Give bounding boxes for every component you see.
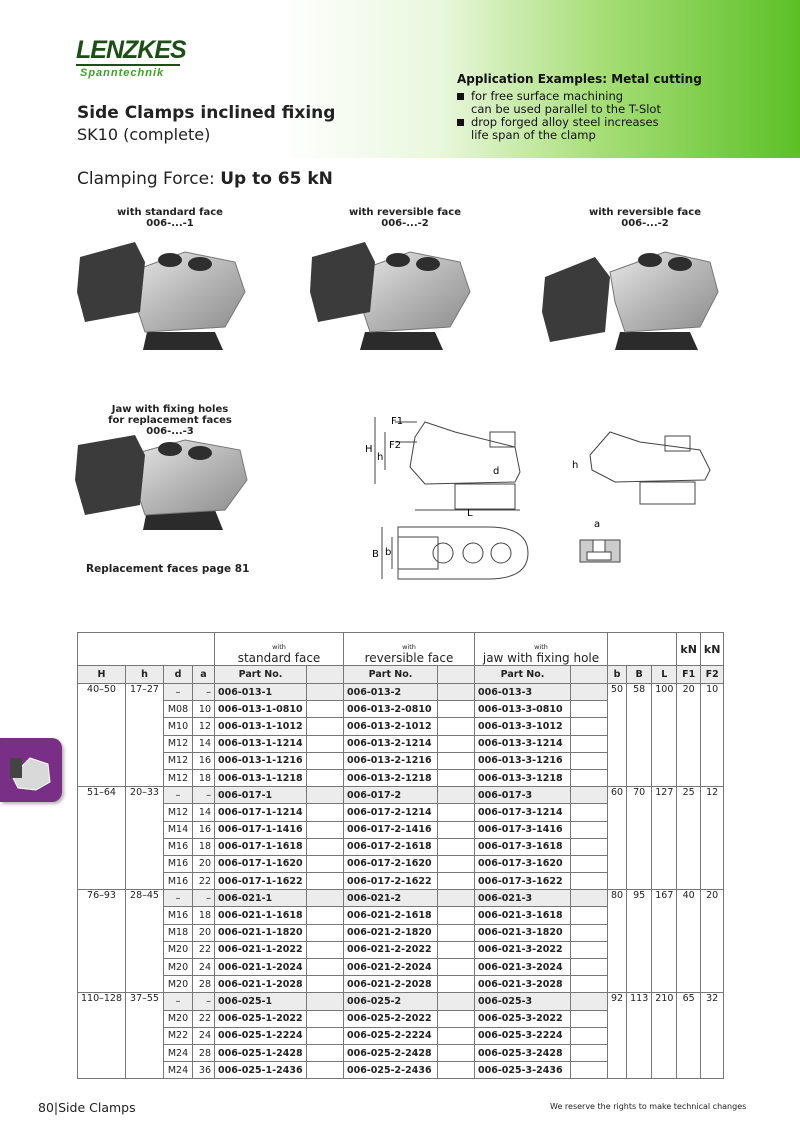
cell-part-jaw: 006-021-3-1618 — [475, 907, 571, 924]
cell-part-standard: 006-017-1-1620 — [215, 855, 307, 872]
cell-L: 127 — [652, 787, 677, 890]
cell-part-jaw: 006-021-3 — [475, 890, 571, 907]
label-f2: F2 — [389, 440, 402, 451]
cell-part-jaw: 006-017-3-1416 — [475, 821, 571, 838]
cell-a: 22 — [193, 941, 215, 958]
cell-d: M20 — [164, 976, 193, 993]
cell-part-standard: 006-017-1 — [215, 787, 307, 804]
specification-table — [77, 632, 724, 1079]
photo-caption-reversible-2: with reversible face 006-...-2 — [588, 207, 702, 229]
replacement-faces-note: Replacement faces page 81 — [86, 563, 250, 575]
label-a: a — [594, 519, 601, 530]
company-logo — [76, 37, 186, 79]
cell-part-reversible: 006-013-2-1012 — [344, 718, 438, 735]
cell-H: 110–128 — [78, 993, 126, 1079]
cell-part-reversible: 006-013-2-1218 — [344, 769, 438, 786]
tslot-drawing — [575, 515, 625, 565]
cell-a: 18 — [193, 838, 215, 855]
cell-part-jaw: 006-017-3-1620 — [475, 855, 571, 872]
cell-part-standard: 006-025-1-2436 — [215, 1062, 307, 1079]
cell-part-standard: 006-013-1-0810 — [215, 701, 307, 718]
clamp-photo-jaw — [75, 435, 255, 565]
cell-h: 17–27 — [126, 684, 164, 787]
cell-part-jaw: 006-013-3-0810 — [475, 701, 571, 718]
cell-h: 37–55 — [126, 993, 164, 1079]
cell-d: M22 — [164, 1027, 193, 1044]
cell-part-standard: 006-017-1-1214 — [215, 804, 307, 821]
cell-d: M20 — [164, 959, 193, 976]
label-H: H — [365, 444, 373, 455]
cell-a: 12 — [193, 718, 215, 735]
cell-d: M20 — [164, 941, 193, 958]
cell-part-jaw: 006-017-3-1214 — [475, 804, 571, 821]
cell-F1: 65 — [677, 993, 701, 1079]
cell-part-reversible: 006-013-2 — [344, 684, 438, 701]
cell-B: 95 — [627, 890, 652, 993]
group-standard-face: with standard face — [215, 633, 344, 666]
clamp-photo-reversible — [310, 232, 490, 362]
cell-part-reversible: 006-017-2-1622 — [344, 873, 438, 890]
cell-h: 20–33 — [126, 787, 164, 890]
cell-L: 100 — [652, 684, 677, 787]
cell-d: M16 — [164, 838, 193, 855]
cell-a: 14 — [193, 735, 215, 752]
cell-part-reversible: 006-017-2-1618 — [344, 838, 438, 855]
cell-part-jaw: 006-021-3-2024 — [475, 959, 571, 976]
cell-part-standard: 006-017-1-1416 — [215, 821, 307, 838]
cell-part-reversible: 006-021-2-1820 — [344, 924, 438, 941]
cell-a: 18 — [193, 907, 215, 924]
cell-part-standard: 006-013-1-1214 — [215, 735, 307, 752]
cell-part-standard: 006-017-1-1622 — [215, 873, 307, 890]
cell-d: M12 — [164, 769, 193, 786]
cell-h: 28–45 — [126, 890, 164, 993]
cell-b: 60 — [608, 787, 627, 890]
label-b: b — [385, 547, 392, 558]
cell-part-standard: 006-021-1-2024 — [215, 959, 307, 976]
cell-part-standard: 006-021-1-1618 — [215, 907, 307, 924]
footer-section: Side Clamps — [58, 1100, 136, 1115]
cell-a: 14 — [193, 804, 215, 821]
cell-part-jaw: 006-013-3-1012 — [475, 718, 571, 735]
cell-part-reversible: 006-025-2-2224 — [344, 1027, 438, 1044]
cell-L: 167 — [652, 890, 677, 993]
cell-part-standard: 006-013-1 — [215, 684, 307, 701]
cell-F2: 20 — [700, 890, 724, 993]
page-title: Side Clamps inclined fixing — [77, 103, 336, 123]
column-headers: H h d a Part No. Part No. Part No. b B L F1 F2 — [78, 666, 724, 684]
cell-part-jaw: 006-025-3 — [475, 993, 571, 1010]
cell-part-reversible: 006-013-2-1214 — [344, 735, 438, 752]
cell-a: 20 — [193, 855, 215, 872]
side-view-drawing-2 — [570, 420, 740, 510]
cell-F2: 32 — [700, 993, 724, 1079]
cell-d: – — [164, 787, 193, 804]
cell-part-reversible: 006-013-2-1216 — [344, 752, 438, 769]
cell-part-reversible: 006-025-2 — [344, 993, 438, 1010]
section-tab[interactable] — [0, 738, 62, 802]
cell-part-reversible: 006-021-2-1618 — [344, 907, 438, 924]
cell-part-reversible: 006-017-2 — [344, 787, 438, 804]
cell-a: 10 — [193, 701, 215, 718]
footer-disclaimer: We reserve the rights to make technical changes — [550, 1102, 747, 1111]
photo-caption-reversible: with reversible face 006-...-2 — [348, 207, 462, 229]
cell-d: M12 — [164, 735, 193, 752]
application-examples — [457, 72, 757, 142]
photo-caption-standard: with standard face 006-...-1 — [117, 207, 223, 229]
cell-d: M20 — [164, 1010, 193, 1027]
cell-d: M12 — [164, 752, 193, 769]
cell-part-reversible: 006-025-2-2436 — [344, 1062, 438, 1079]
cell-a: 20 — [193, 924, 215, 941]
cell-part-standard: 006-025-1-2224 — [215, 1027, 307, 1044]
cell-L: 210 — [652, 993, 677, 1079]
cell-B: 58 — [627, 684, 652, 787]
cell-d: M16 — [164, 855, 193, 872]
cell-part-jaw: 006-025-3-2224 — [475, 1027, 571, 1044]
logo-wordmark: LENZKES — [76, 36, 186, 64]
cell-d: M10 — [164, 718, 193, 735]
cell-a: 24 — [193, 959, 215, 976]
unit-kn: kN — [677, 633, 701, 666]
table-row — [78, 684, 724, 701]
cell-a: – — [193, 993, 215, 1010]
application-item: drop forged alloy steel increases life span of the clamp — [457, 116, 757, 142]
cell-a: – — [193, 890, 215, 907]
cell-d: M12 — [164, 804, 193, 821]
cell-part-reversible: 006-017-2-1416 — [344, 821, 438, 838]
cell-part-standard: 006-025-1-2022 — [215, 1010, 307, 1027]
cell-part-jaw: 006-021-3-1820 — [475, 924, 571, 941]
cell-a: 16 — [193, 752, 215, 769]
cell-d: M14 — [164, 821, 193, 838]
label-d: d — [493, 466, 500, 477]
group-reversible-face: with reversible face — [344, 633, 475, 666]
cell-a: 28 — [193, 1044, 215, 1061]
cell-H: 51–64 — [78, 787, 126, 890]
cell-part-jaw: 006-013-3 — [475, 684, 571, 701]
application-item: for free surface machining can be used parallel to the T-Slot — [457, 90, 757, 116]
cell-b: 80 — [608, 890, 627, 993]
label-L: L — [467, 508, 473, 517]
cell-d: M18 — [164, 924, 193, 941]
cell-part-jaw: 006-021-3-2028 — [475, 976, 571, 993]
cell-part-standard: 006-021-1 — [215, 890, 307, 907]
cell-H: 40–50 — [78, 684, 126, 787]
cell-part-reversible: 006-021-2-2022 — [344, 941, 438, 958]
cell-part-reversible: 006-017-2-1620 — [344, 855, 438, 872]
clamp-icon — [0, 738, 62, 802]
group-jaw: with jaw with fixing hole — [475, 633, 608, 666]
table-row — [78, 890, 724, 907]
cell-part-jaw: 006-017-3-1618 — [475, 838, 571, 855]
logo-subtitle: Spanntechnik — [80, 67, 165, 79]
cell-a: 24 — [193, 1027, 215, 1044]
cell-part-standard: 006-021-1-2028 — [215, 976, 307, 993]
cell-a: 22 — [193, 1010, 215, 1027]
cell-part-reversible: 006-017-2-1214 — [344, 804, 438, 821]
cell-F1: 40 — [677, 890, 701, 993]
cell-F2: 10 — [700, 684, 724, 787]
cell-part-jaw: 006-013-3-1216 — [475, 752, 571, 769]
unit-kn: kN — [700, 633, 724, 666]
cell-part-jaw: 006-017-3-1622 — [475, 873, 571, 890]
cell-part-jaw: 006-025-3-2436 — [475, 1062, 571, 1079]
cell-part-reversible: 006-025-2-2428 — [344, 1044, 438, 1061]
table-row — [78, 787, 724, 804]
cell-d: M16 — [164, 873, 193, 890]
label-B: B — [372, 549, 379, 560]
cell-a: 18 — [193, 769, 215, 786]
page-footer: 80|Side Clamps — [38, 1100, 136, 1115]
cell-part-standard: 006-013-1-1218 — [215, 769, 307, 786]
cell-part-reversible: 006-021-2-2024 — [344, 959, 438, 976]
cell-part-jaw: 006-025-3-2022 — [475, 1010, 571, 1027]
cell-a: 28 — [193, 976, 215, 993]
cell-d: – — [164, 993, 193, 1010]
cell-d: M24 — [164, 1044, 193, 1061]
cell-part-reversible: 006-021-2-2028 — [344, 976, 438, 993]
cell-a: 36 — [193, 1062, 215, 1079]
label-h-2: h — [572, 460, 579, 471]
cell-b: 92 — [608, 993, 627, 1079]
clamping-force: Clamping Force: Up to 65 kN — [77, 169, 333, 189]
cell-part-standard: 006-025-1 — [215, 993, 307, 1010]
cell-part-standard: 006-021-1-2022 — [215, 941, 307, 958]
cell-part-jaw: 006-021-3-2022 — [475, 941, 571, 958]
cell-part-jaw: 006-025-3-2428 — [475, 1044, 571, 1061]
clamp-photo-reversible-2 — [540, 232, 720, 362]
clamp-photo-standard — [75, 232, 255, 362]
cell-B: 70 — [627, 787, 652, 890]
cell-part-jaw: 006-013-3-1218 — [475, 769, 571, 786]
application-title: Application Examples: Metal cutting — [457, 72, 702, 86]
cell-part-jaw: 006-017-3 — [475, 787, 571, 804]
label-h: h — [377, 452, 384, 463]
cell-F2: 12 — [700, 787, 724, 890]
cell-d: – — [164, 890, 193, 907]
cell-d: M16 — [164, 907, 193, 924]
page-number: 80 — [38, 1100, 54, 1115]
cell-B: 113 — [627, 993, 652, 1079]
cell-part-jaw: 006-013-3-1214 — [475, 735, 571, 752]
cell-H: 76–93 — [78, 890, 126, 993]
cell-a: 16 — [193, 821, 215, 838]
cell-d: M24 — [164, 1062, 193, 1079]
cell-part-standard: 006-017-1-1618 — [215, 838, 307, 855]
cell-part-standard: 006-013-1-1012 — [215, 718, 307, 735]
cell-d: M08 — [164, 701, 193, 718]
cell-F1: 25 — [677, 787, 701, 890]
cell-part-standard: 006-025-1-2428 — [215, 1044, 307, 1061]
cell-b: 50 — [608, 684, 627, 787]
cell-part-standard: 006-021-1-1820 — [215, 924, 307, 941]
page-subtitle: SK10 (complete) — [77, 125, 211, 144]
cell-part-reversible: 006-021-2 — [344, 890, 438, 907]
cell-d: – — [164, 684, 193, 701]
cell-part-standard: 006-013-1-1216 — [215, 752, 307, 769]
cell-a: – — [193, 684, 215, 701]
cell-F1: 20 — [677, 684, 701, 787]
side-view-drawing — [355, 412, 555, 517]
cell-part-reversible: 006-013-2-0810 — [344, 701, 438, 718]
cell-a: – — [193, 787, 215, 804]
label-f1: F1 — [391, 416, 404, 427]
table-row — [78, 993, 724, 1010]
top-view-drawing — [368, 515, 558, 590]
cell-part-reversible: 006-025-2-2022 — [344, 1010, 438, 1027]
cell-a: 22 — [193, 873, 215, 890]
photo-caption-jaw: Jaw with fixing holes for replacement faces 006-...-3 — [108, 404, 232, 437]
